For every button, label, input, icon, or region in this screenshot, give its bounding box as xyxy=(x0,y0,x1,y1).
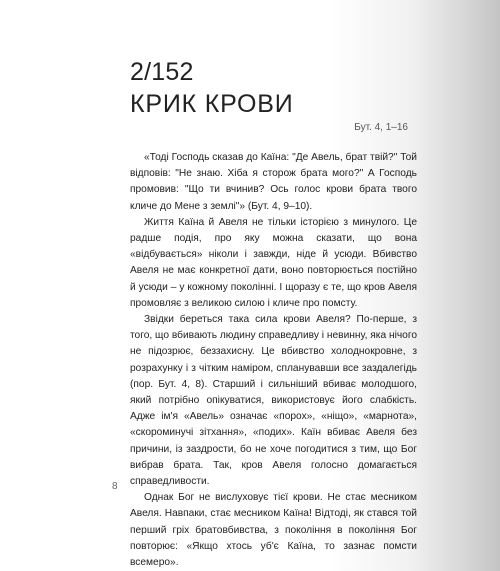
scripture-reference: Бут. 4, 1–16 xyxy=(354,122,408,133)
paragraph: Однак Бог не вислуховує тієї крови. Не стає месником Авеля. Навпаки, стає месником Каїна! Відтоді, як стався той перший гріх братовбивства, з покоління в покоління Бог повторює: «Якщо хтось уб'є Каїна, то зазнає помсти всемеро». xyxy=(130,492,417,569)
paragraph-quote: «Тоді Господь сказав до Каїна: "Де Авель, брат твій?" Той відповів: "Не знаю. Хіба я сторож брата мого?" А Господь промовив: "Що ти вчинив? Ось голос крови брата твого кличе до Мене з землі"» (Бут. 4, 9–10). xyxy=(130,152,417,212)
chapter-title: КРИК КРОВИ xyxy=(130,90,294,118)
page-number: 8 xyxy=(112,481,118,492)
body-text xyxy=(130,150,417,571)
paragraph: Звідки береться така сила крови Авеля? По-перше, з того, що вбивають людину справедливу і невинну, яка нічого не підозрює, беззахисну. Це вбивство холоднокровне, з розрахунку і з чітким наміром, спланувавши все заздалегідь (пор. Бут. 4, 8). Старший і сильніший вбиває молодшого, який потрібно опікуватися, використовує його слабкість. Адже ім'я «Авель» означає «порох», «ніщо», «марнота», «скороминучі зітхання», «подих». Каїн вбиває Авеля без причини, із заздрости, бо не хоче погодитися з тим, що Бог вибрав брата. Так, кров Авеля голосно домагається справедливости. xyxy=(130,314,417,488)
chapter-number: 2/152 xyxy=(130,58,194,86)
paragraph: Життя Каїна й Авеля не тільки історією з минулого. Це радше подія, про яку можна сказати, що вона «відбувається» ніколи і завжди, ніде й усюди. Вбивство Авеля не має конкретної дати, воно повторюється постійно й усюди – у кожному поколінні. І щоразу є те, що кров Авеля промовляє з великою силою і кличе про помсту. xyxy=(130,216,417,309)
